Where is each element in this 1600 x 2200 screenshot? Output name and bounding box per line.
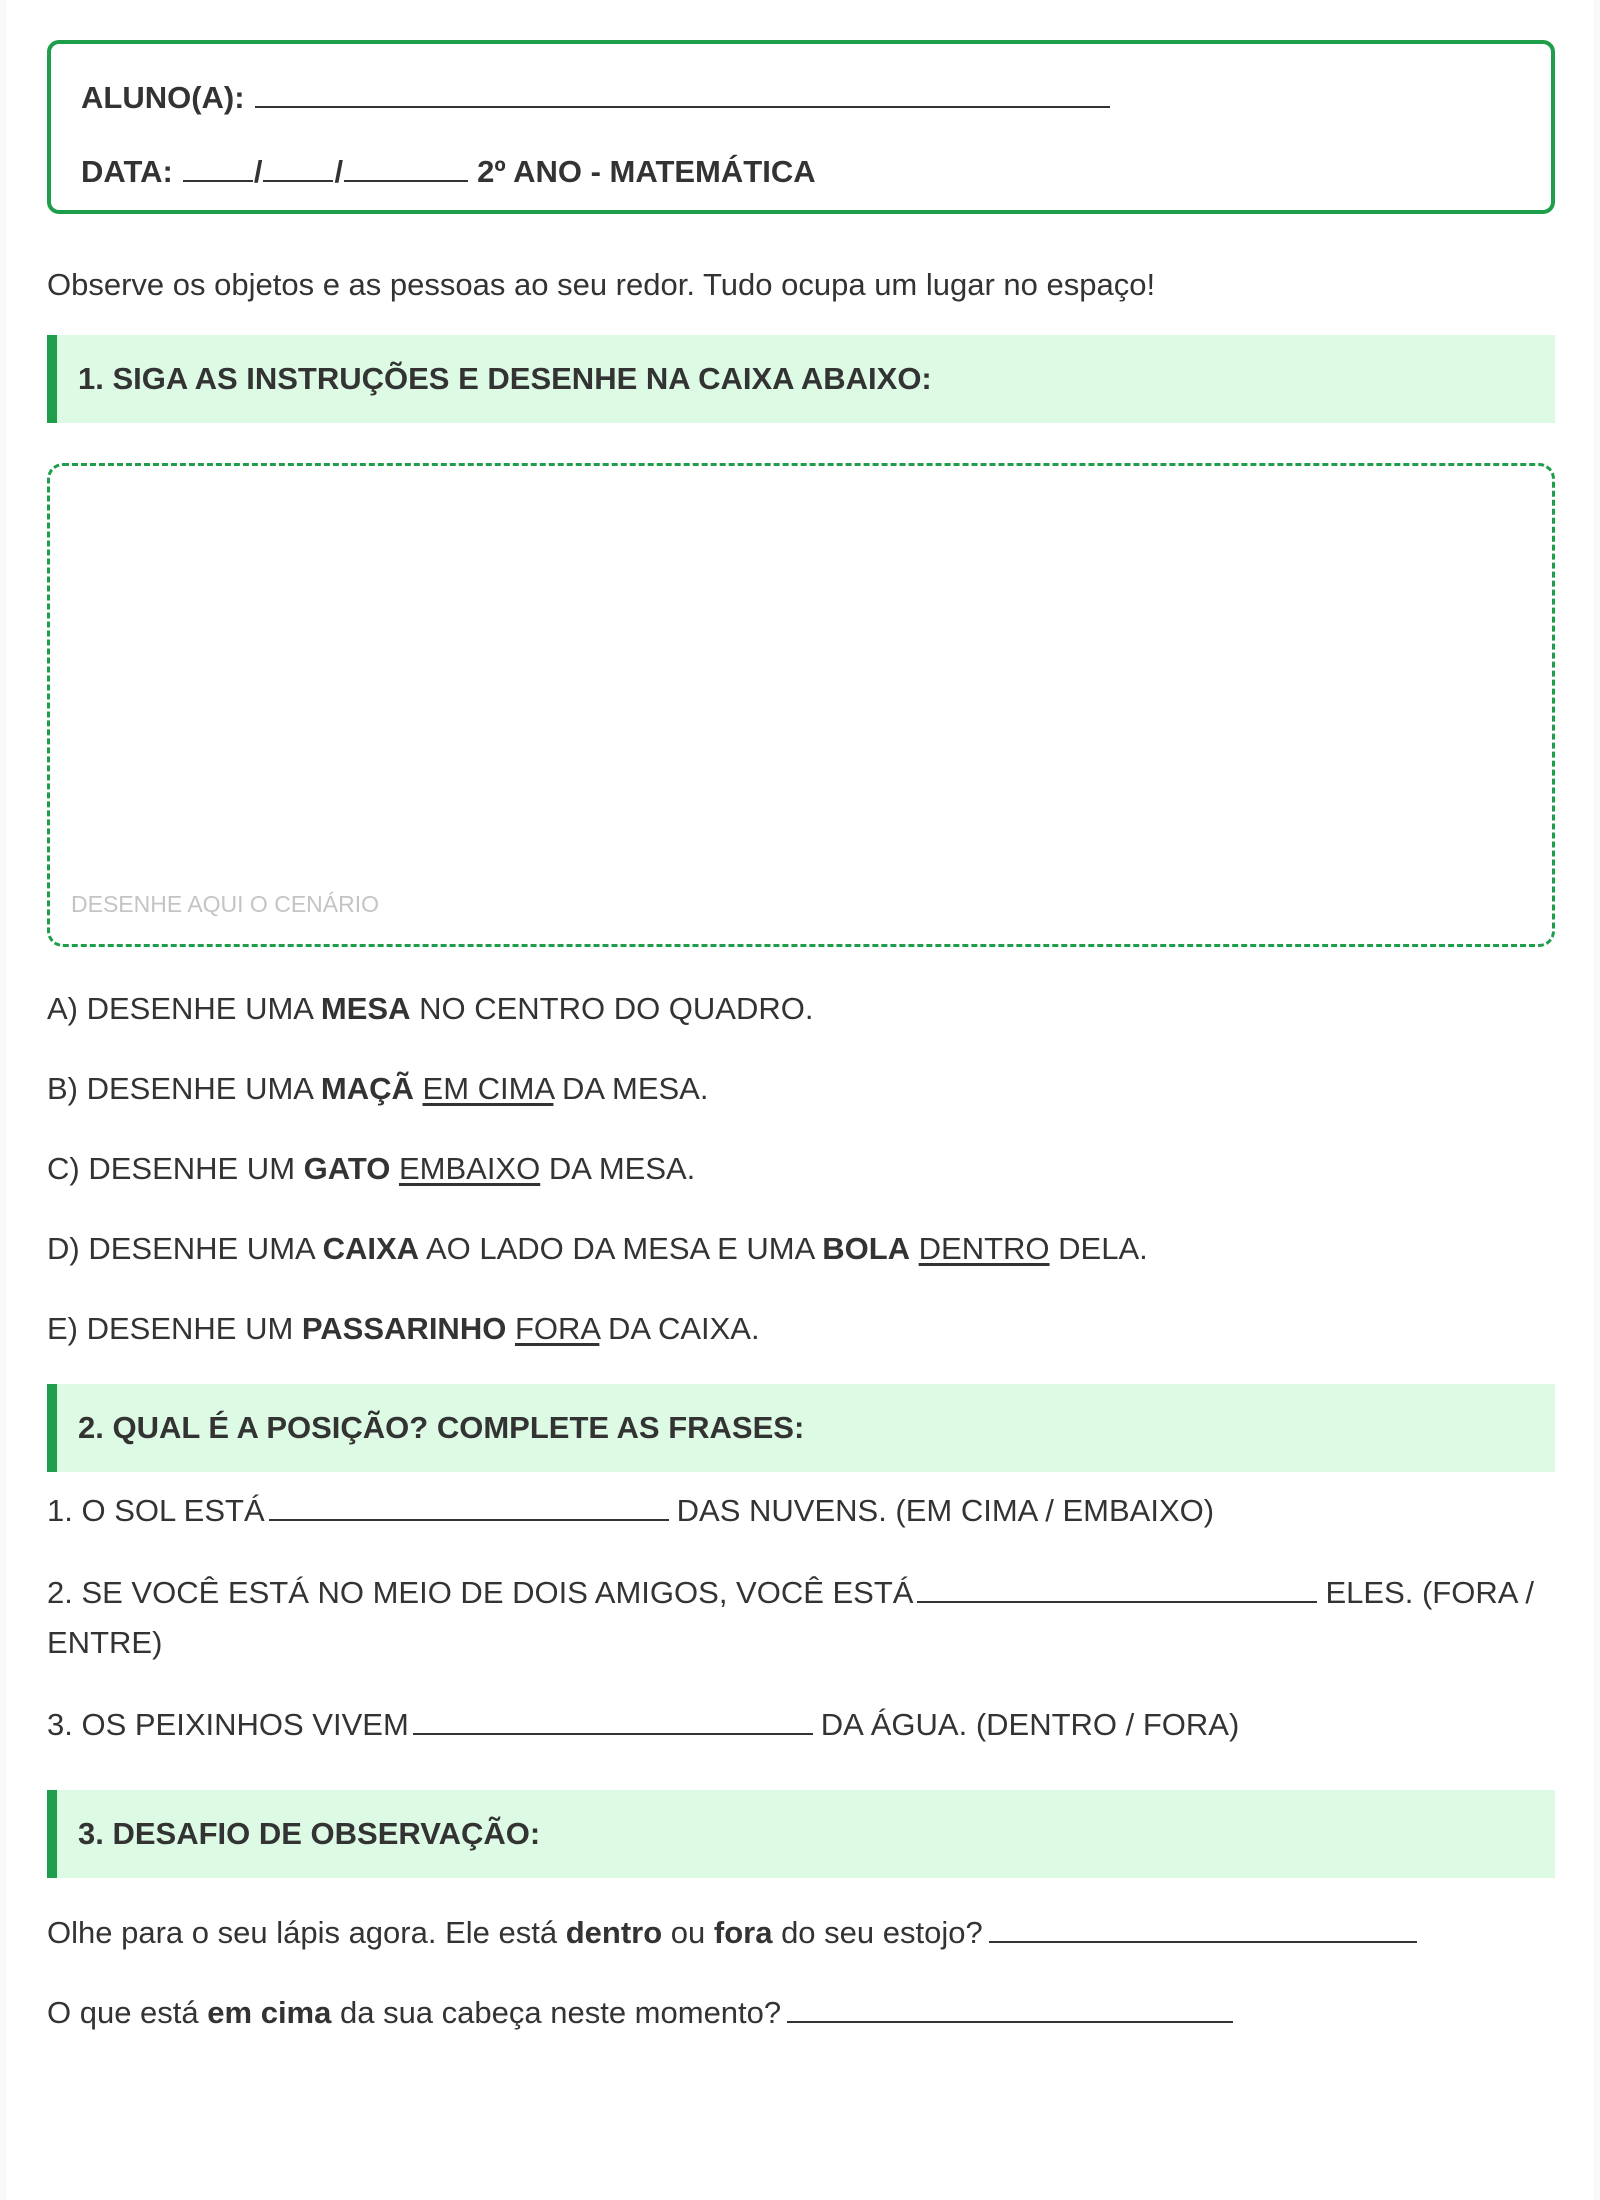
- observation-text: do seu estojo?: [772, 1915, 983, 1950]
- instruction-text: D) DESENHE UMA: [47, 1231, 323, 1266]
- question-2: [47, 1568, 1555, 1668]
- observation-question-1: [47, 1908, 1555, 1958]
- instruction-text: AO LADO DA MESA E UMA: [419, 1231, 823, 1266]
- intro-text: Observe os objetos e as pessoas ao seu redor. Tudo ocupa um lugar no espaço!: [47, 267, 1156, 302]
- instruction-text: B) DESENHE UMA: [47, 1071, 321, 1106]
- drawing-hint: DESENHE AQUI O CENÁRIO: [71, 891, 380, 917]
- answer-blank[interactable]: [269, 1489, 669, 1521]
- observation-text: ou: [662, 1915, 714, 1950]
- instruction-object: MESA: [320, 991, 411, 1026]
- instruction-d: [47, 1231, 1555, 1267]
- observation-keyword: dentro: [565, 1915, 663, 1950]
- instruction-position: FORA: [514, 1311, 600, 1346]
- question-1: [47, 1486, 1555, 1536]
- worksheet-content: [47, 40, 1555, 2038]
- instruction-text: DELA.: [1049, 1231, 1148, 1266]
- student-name-blank[interactable]: [255, 80, 1110, 108]
- worksheet-page: [6, 0, 1594, 2200]
- question-text: DAS NUVENS. (EM CIMA / EMBAIXO): [676, 1493, 1215, 1528]
- observation-question-2: [47, 1988, 1555, 2038]
- date-separator: /: [334, 154, 344, 189]
- instruction-text: DA CAIXA.: [599, 1311, 760, 1346]
- question-text: 2. SE VOCÊ ESTÁ NO MEIO DE DOIS AMIGOS, VOCÊ ESTÁ: [47, 1575, 914, 1610]
- question-3: [47, 1700, 1555, 1750]
- instruction-text: DA MESA.: [540, 1151, 696, 1186]
- answer-blank[interactable]: [787, 1991, 1233, 2023]
- instruction-a: [47, 991, 1555, 1027]
- date-month-blank[interactable]: [263, 154, 333, 182]
- instruction-c: [47, 1151, 1555, 1187]
- observation-text: Olhe para o seu lápis agora. Ele está: [47, 1915, 566, 1950]
- instruction-object: CAIXA: [322, 1231, 420, 1266]
- instruction-b: [47, 1071, 1555, 1107]
- instruction-position: DENTRO: [918, 1231, 1050, 1266]
- instruction-text: NO CENTRO DO QUADRO.: [410, 991, 814, 1026]
- date-day-blank[interactable]: [183, 154, 253, 182]
- grade-subject: 2º ANO - MATEMÁTICA: [477, 154, 816, 189]
- instruction-object: BOLA: [822, 1231, 911, 1266]
- instruction-object: PASSARINHO: [301, 1311, 507, 1346]
- date-label: DATA:: [81, 154, 173, 189]
- date-separator: /: [253, 154, 263, 189]
- section-3-heading: 3. DESAFIO DE OBSERVAÇÃO:: [47, 1790, 1555, 1878]
- question-text: ELES. (FORA / ENTRE): [47, 1575, 1534, 1660]
- instruction-text: C) DESENHE UM: [47, 1151, 304, 1186]
- instruction-text: E) DESENHE UM: [47, 1311, 302, 1346]
- instruction-object: MAÇÃ: [320, 1071, 414, 1106]
- instruction-position: EM CIMA: [422, 1071, 554, 1106]
- question-text: 3. OS PEIXINHOS VIVEM: [47, 1707, 409, 1742]
- drawing-area[interactable]: [47, 463, 1555, 947]
- date-year-blank[interactable]: [344, 154, 468, 182]
- instruction-e: [47, 1311, 1555, 1347]
- student-header-box: [47, 40, 1555, 214]
- section-2-heading: 2. QUAL É A POSIÇÃO? COMPLETE AS FRASES:: [47, 1384, 1555, 1472]
- instruction-object: GATO: [303, 1151, 391, 1186]
- observation-keyword: fora: [713, 1915, 773, 1950]
- instruction-text: A) DESENHE UMA: [47, 991, 321, 1026]
- answer-blank[interactable]: [917, 1571, 1317, 1603]
- observation-text: O que está: [47, 1995, 208, 2030]
- observation-keyword: em cima: [207, 1995, 332, 2030]
- student-name-line: [81, 80, 1551, 116]
- date-line: [81, 154, 1551, 190]
- instruction-position: EMBAIXO: [398, 1151, 541, 1186]
- instruction-text: DA MESA.: [553, 1071, 709, 1106]
- observation-text: da sua cabeça neste momento?: [331, 1995, 782, 2030]
- question-text: DA ÁGUA. (DENTRO / FORA): [820, 1707, 1240, 1742]
- answer-blank[interactable]: [413, 1703, 813, 1735]
- question-text: 1. O SOL ESTÁ: [47, 1493, 265, 1528]
- answer-blank[interactable]: [989, 1911, 1417, 1943]
- student-name-label: ALUNO(A):: [81, 80, 245, 115]
- section-1-heading: 1. SIGA AS INSTRUÇÕES E DESENHE NA CAIXA ABAIXO:: [47, 335, 1555, 423]
